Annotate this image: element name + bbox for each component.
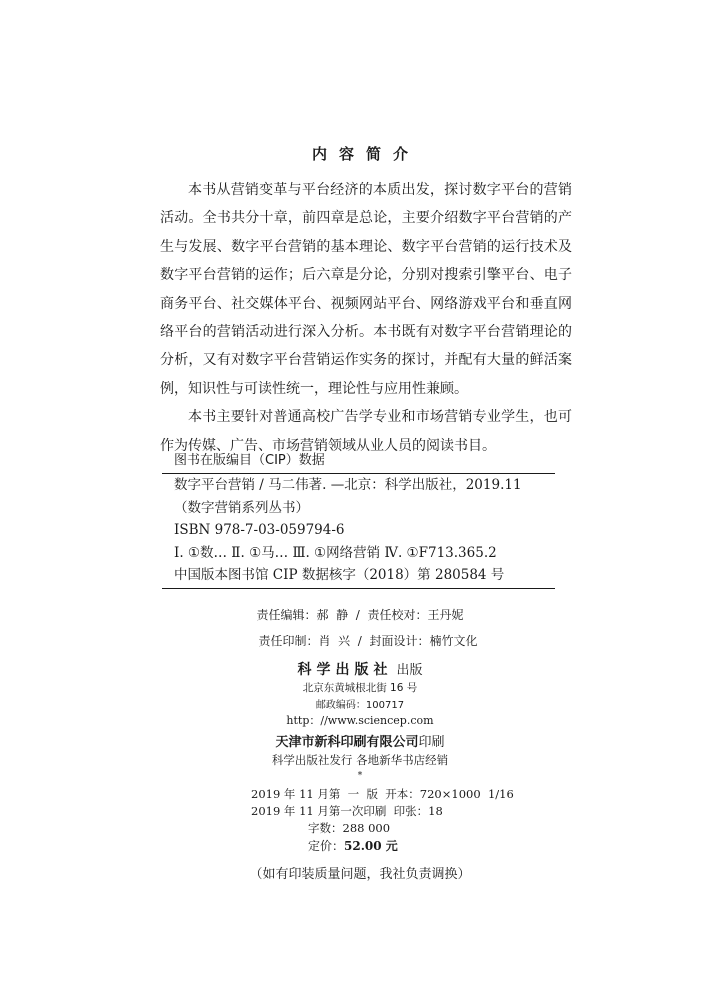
synopsis-paragraph-1: 本书从营销变革与平台经济的本质出发，探讨数字平台的营销活动。全书共分十章，前四章是总论，主要介绍数字平台营销的产生与发展、数字平台营销的基本理论、数字平台营销的运行技术及数字平台营销的运作；后六章是分论，分别对搜索引擎平台、电子商务平台、社交媒体平台、视频网站平台、网络游戏平台和垂直网络平台的营销活动进行深入分析。本书既有对数字平台营销理论的分析，又有对数字平台营销运作实务的探讨，并配有大量的鲜活案例，知识性与可读性统一，理论性与应用性兼顾。 — [160, 182, 572, 397]
distribution-line: 科学出版社发行 各地新华书店经销 — [271, 753, 449, 767]
printer-line — [0, 731, 720, 750]
cip-isbn-line: ISBN 978-7-03-059794-6 — [174, 522, 345, 538]
edition-line: 2019 年 11 月第 一 版 开本：720×1000 1/16 — [251, 787, 514, 801]
publisher-postcode: 邮政编码：100717 — [315, 700, 405, 711]
cip-title-line: 数字平台营销 / 马二伟著. —北京：科学出版社，2019.11 — [174, 477, 522, 493]
cip-series-line: （数字营销系列丛书） — [174, 499, 309, 516]
quality-notice: （如有印装质量问题，我社负责调换） — [249, 867, 471, 882]
printer-name: 天津市新科印刷有限公司 — [275, 735, 419, 750]
publisher-line — [0, 659, 720, 679]
cip-header: 图书在版编目（CIP）数据 — [162, 449, 555, 474]
publisher-name: 科学出版社 — [297, 662, 393, 678]
printing-line: 2019 年 11 月第一次印刷 印张：18 — [251, 804, 443, 818]
editor-credits-text: 责任编辑：郝 静 / 责任校对：王丹妮 — [256, 608, 464, 622]
publisher-action: 出版 — [396, 663, 423, 678]
page-title: 内容简介 — [311, 145, 420, 163]
printer-action: 印刷 — [418, 735, 445, 750]
price-label: 定价： — [308, 839, 345, 853]
production-credits-text: 责任印制：肖 兴 / 封面设计：楠竹文化 — [258, 634, 478, 648]
cip-data-block — [162, 449, 555, 589]
price-value: 52.00 元 — [344, 839, 398, 853]
publisher-address: 北京东黄城根北街 16 号 — [302, 682, 418, 694]
synopsis-paragraph-2: 本书主要针对普通高校广告学专业和市场营销专业学生，也可作为传媒、广告、市场营销领域从业人员的阅读书目。 — [160, 409, 572, 454]
word-count-line: 字数：288 000 — [308, 821, 391, 835]
editor-credits — [0, 606, 720, 623]
synopsis — [160, 176, 572, 460]
cip-record-number-line: 中国版本图书馆 CIP 数据核字（2018）第 280584 号 — [162, 564, 555, 589]
separator-star: * — [357, 771, 363, 781]
production-credits — [8, 632, 720, 649]
price-line — [308, 837, 398, 854]
cip-classification-line: Ⅰ. ①数… Ⅱ. ①马… Ⅲ. ①网络营销 Ⅳ. ①F713.365.2 — [174, 544, 497, 561]
publisher-website: http：//www.sciencep.com — [286, 714, 434, 727]
